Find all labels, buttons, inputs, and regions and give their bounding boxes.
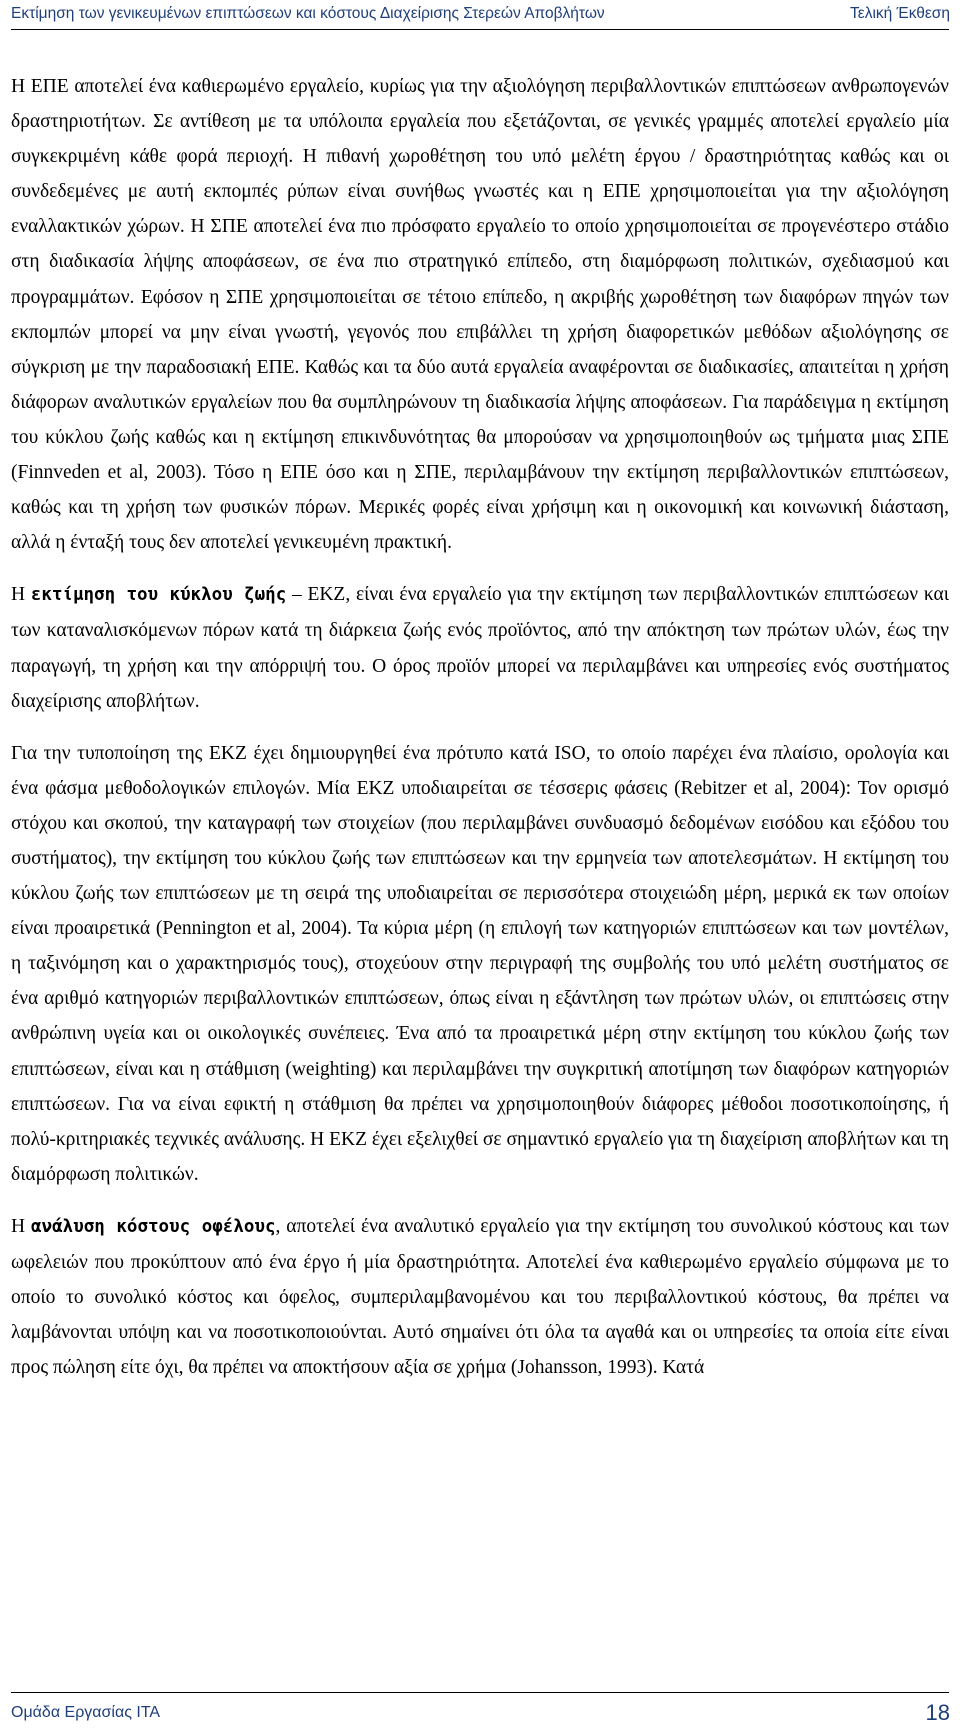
paragraph-lca-text: – ΕΚΖ, είναι ένα εργαλείο για την εκτίμηση των περιβαλλοντικών επιπτώσεων και των καταναλισκόμενων πόρων κατά τη διάρκεια ζωής ενός προϊόντος, από την απόκτηση των πρώτων υλών, έως την παραγωγή, τη χρήση και την απόρριψή του. Ο όρος προϊόν μπορεί να περιλαμβάνει και υπηρεσίες ενός συστήματος διαχείρισης αποβλήτων. bbox=[11, 584, 949, 712]
header-report-label: Τελική Έκθεση bbox=[850, 5, 950, 22]
document-body bbox=[11, 69, 949, 1385]
page-header bbox=[0, 0, 960, 28]
paragraph-cba-text: , αποτελεί ένα αναλυτικό εργαλείο για την εκτίμηση του συνολικού κόστους και των ωφελειών που προκύπτουν από ένα έργο ή μία δραστηριότητα. Αποτελεί ένα καθιερωμένο εργαλείο σύμφωνα με το οποίο το συνολικό κόστος και όφελος, συμπεριλαμβανομένου και του περιβαλλοντικού κόστους, θα πρέπει να λαμβάνονται υπόψη και να ποσοτικοποιούνται. Αυτό σημαίνει ότι όλα τα αγαθά και οι υπηρεσίες τα οποία είτε είναι προς πώληση είτε όχι, θα πρέπει να αποκτήσουν αξία σε χρήμα (Johansson, 1993). Κατά bbox=[11, 1215, 950, 1379]
footer-group-name: Ομάδα Εργασίας ΙΤΑ bbox=[11, 1704, 161, 1721]
paragraph-lca-lead: Η bbox=[11, 584, 31, 606]
header-title: Εκτίμηση των γενικευμένων επιπτώσεων και κόστους Διαχείρισης Στερεών Αποβλήτων bbox=[11, 5, 605, 22]
paragraph-iso-standard: Για την τυποποίηση της ΕΚΖ έχει δημιουργηθεί ένα πρότυπο κατά ISO, το οποίο παρέχει ένα πλαίσιο, ορολογία και ένα φάσμα μεθοδολογικών επιλογών. Μία ΕΚΖ υποδιαιρείται σε τέσσερις φάσεις (Rebitzer et al, 2004): Τον ορισμό στόχου και σκοπού, την καταγραφή των στοιχείων (που περιλαμβάνει συνδυασμό δεδομένων εισόδου και εξόδου του συστήματος), την εκτίμηση του κύκλου ζωής των επιπτώσεων και την ερμηνεία των αποτελεσμάτων. Η εκτίμηση του κύκλου ζωής των επιπτώσεων με τη σειρά της υποδιαιρείται σε περισσότερα στοιχειώδη μέρη, μερικά εκ των οποίων είναι προαιρετικά (Pennington et al, 2004). Τα κύρια μέρη (η επιλογή των κατηγοριών επιπτώσεων και των μοντέλων, η ταξινόμηση και ο χαρακτηρισμός τους), στοχεύουν στην περιγραφή της συμβολής του υπό μελέτη συστήματος σε ένα αριθμό κατηγοριών περιβαλλοντικών επιπτώσεων, όπως είναι η εξάντληση των πρώτων υλών, οι επιπτώσεις στην ανθρώπινη υγεία και οι οικολογικές συνέπειες. Ένα από τα προαιρετικά μέρη στην εκτίμηση του κύκλου ζωής των επιπτώσεων, είναι και η στάθμιση (weighting) και περιλαμβάνει την συγκριτική αποτίμηση των διαφόρων κατηγοριών επιπτώσεων. Για να είναι εφικτή η στάθμιση θα πρέπει να χρησιμοποιηθούν διάφορες μέθοδοι ποσοτικοποίησης, ή πολύ-κριτηριακές τεχνικές ανάλυσης. Η ΕΚΖ έχει εξελιχθεί σε σημαντικό εργαλείο για τη διαχείριση αποβλήτων και τη διαμόρφωση πολιτικών. bbox=[11, 742, 949, 1185]
page-number: 18 bbox=[925, 1700, 950, 1725]
paragraph-epe-spe: Η ΕΠΕ αποτελεί ένα καθιερωμένο εργαλείο, κυρίως για την αξιολόγηση περιβαλλοντικών επιπτώσεων ανθρωπογενών δραστηριοτήτων. Σε αντίθεση με τα υπόλοιπα εργαλεία που εξετάζονται, σε γενικές γραμμές αποτελεί εργαλείο μία συγκεκριμένη κάθε φορά περιοχή. Η πιθανή χωροθέτηση του υπό μελέτη έργου / δραστηριότητας καθώς και οι συνδεδεμένες με αυτή εκπομπές ρύπων είναι συνήθως γνωστές και η ΕΠΕ χρησιμοποιείται για την αξιολόγηση εναλλακτικών χώρων. Η ΣΠΕ αποτελεί ένα πιο πρόσφατο εργαλείο το οποίο χρησιμοποιείται σε προγενέστερο στάδιο στη διαδικασία λήψης αποφάσεων, σε ένα πιο στρατηγικό επίπεδο, στη διαμόρφωση πολιτικών, σχεδιασμού και προγραμμάτων. Εφόσον η ΣΠΕ χρησιμοποιείται σε τέτοιο επίπεδο, η ακριβής χωροθέτηση των διαφόρων πηγών των εκπομπών μπορεί να μην είναι γνωστή, γεγονός που επιβάλλει τη χρήση διαφορετικών μεθόδων αξιολόγησης σε σύγκριση με την παραδοσιακή ΕΠΕ. Καθώς και τα δύο αυτά εργαλεία αναφέρονται σε διαδικασίες, απαιτείται η χρήση διάφορων αναλυτικών εργαλείων που θα συμπληρώνουν τη διαδικασία λήψης αποφάσεων. Για παράδειγμα η εκτίμηση του κύκλου ζωής καθώς και η εκτίμηση επικινδυνότητας θα μπορούσαν να χρησιμοποιηθούν ως τμήματα μιας ΣΠΕ (Finnveden et al, 2003). Τόσο η ΕΠΕ όσο και η ΣΠΕ, περιλαμβάνουν την εκτίμηση περιβαλλοντικών επιπτώσεων, καθώς και τη χρήση των φυσικών πόρων. Μερικές φορές είναι χρήσιμη και η οικονομική και κοινωνική διάσταση, αλλά η ένταξή τους δεν αποτελεί γενικευμένη πρακτική. bbox=[11, 76, 949, 554]
keyword-cba: ανάλυση κόστους οφέλους bbox=[31, 1216, 276, 1237]
keyword-lca: εκτίμηση του κύκλου ζωής bbox=[30, 585, 287, 606]
page-footer bbox=[0, 1693, 960, 1733]
header-rule bbox=[11, 29, 949, 30]
paragraph-cba bbox=[11, 1209, 949, 1385]
paragraph-cba-lead: Η bbox=[11, 1215, 32, 1237]
paragraph-lca bbox=[11, 577, 949, 718]
